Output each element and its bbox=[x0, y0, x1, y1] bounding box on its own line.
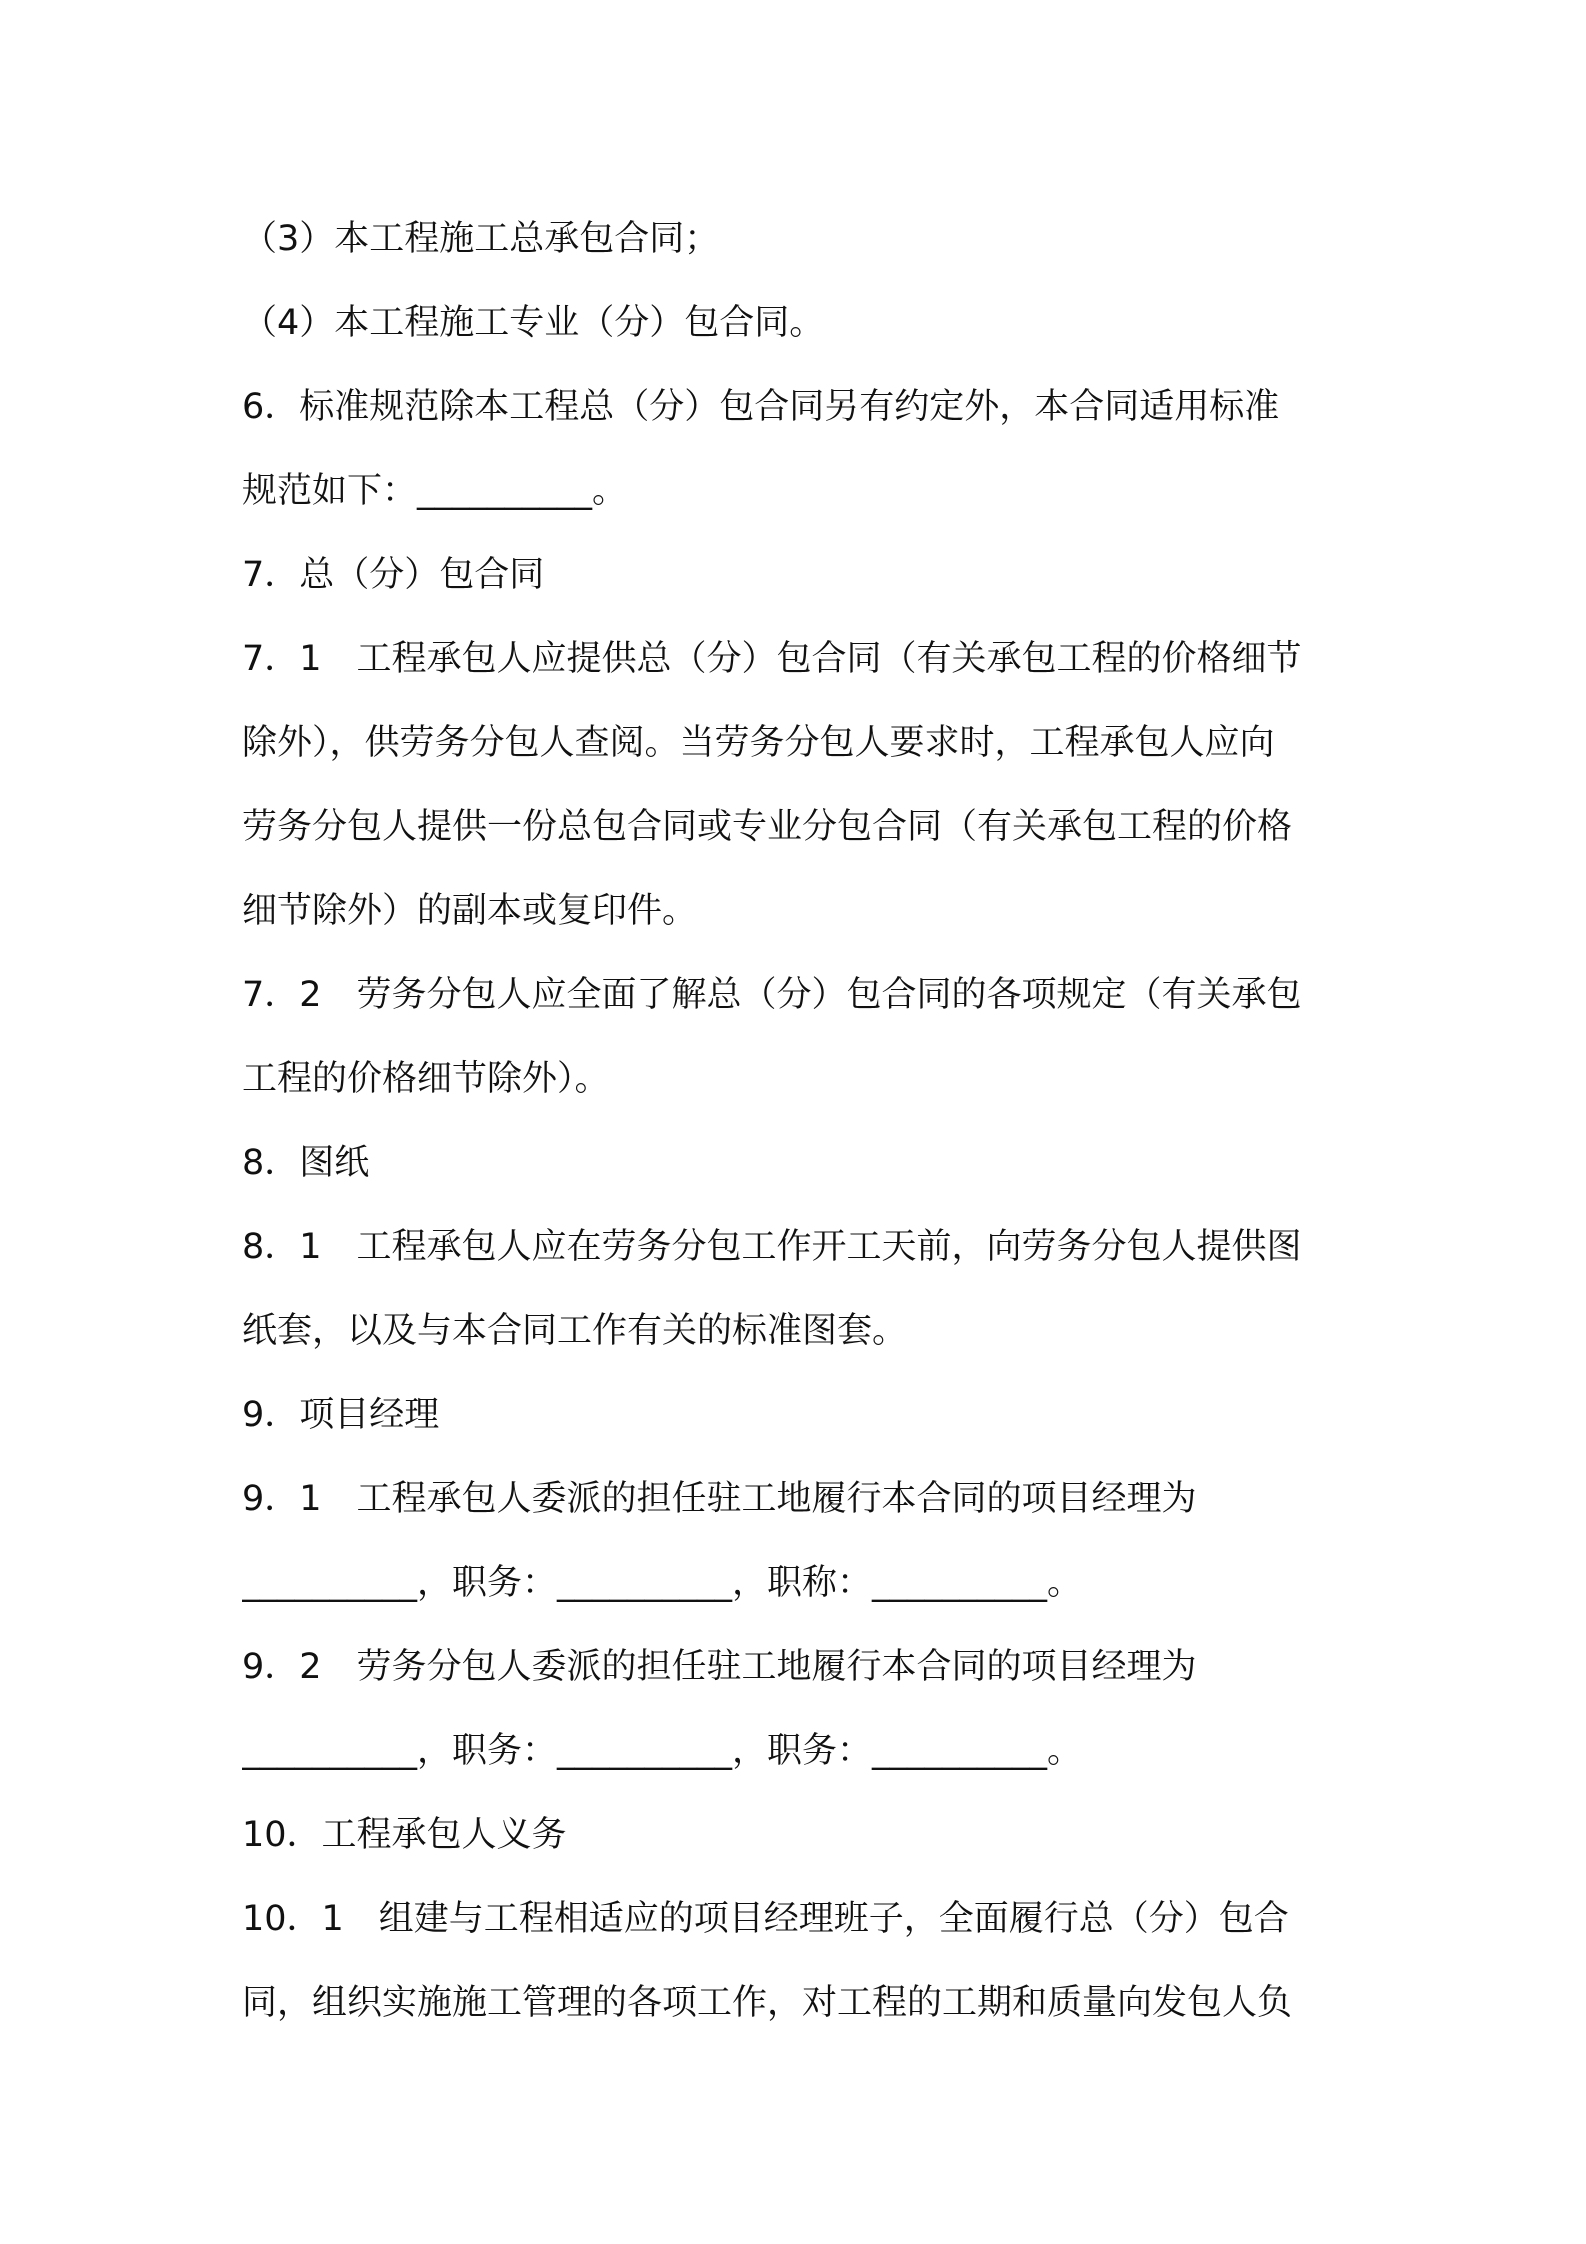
text-line: 同，组织实施施工管理的各项工作，对工程的工期和质量向发包人负 bbox=[242, 1983, 1293, 2023]
text-line: （4）本工程施工专业（分）包合同。 bbox=[242, 303, 825, 343]
text-line: 9．2 劳务分包人委派的担任驻工地履行本合同的项目经理为 bbox=[242, 1647, 1197, 1687]
clause-9-1 bbox=[242, 1457, 1362, 1541]
section-heading-9 bbox=[242, 1373, 1362, 1457]
text-line: 10．工程承包人义务 bbox=[242, 1815, 567, 1855]
text-line: （3）本工程施工总承包合同； bbox=[242, 219, 720, 259]
clause-9-1-blanks bbox=[242, 1541, 1362, 1625]
clause-7-2 bbox=[242, 953, 1362, 1037]
text-line: 劳务分包人提供一份总包合同或专业分包合同（有关承包工程的价格 bbox=[242, 807, 1293, 847]
text-line: 7．总（分）包合同 bbox=[242, 555, 545, 595]
clause-7-1-cont bbox=[242, 869, 1362, 953]
document-body bbox=[242, 197, 1362, 2045]
section-heading-10 bbox=[242, 1793, 1362, 1877]
clause-6-cont bbox=[242, 449, 1362, 533]
text-line: 工程的价格细节除外）。 bbox=[242, 1059, 610, 1099]
section-heading-8 bbox=[242, 1121, 1362, 1205]
list-item-3 bbox=[242, 197, 1362, 281]
text-line: 8．1 工程承包人应在劳务分包工作开工天前，向劳务分包人提供图 bbox=[242, 1227, 1302, 1267]
text-line: 9．项目经理 bbox=[242, 1395, 440, 1435]
clause-9-2-blanks bbox=[242, 1709, 1362, 1793]
section-heading-7 bbox=[242, 533, 1362, 617]
text-line: 7．1 工程承包人应提供总（分）包合同（有关承包工程的价格细节 bbox=[242, 639, 1302, 679]
text-line: 除外），供劳务分包人查阅。当劳务分包人要求时，工程承包人应向 bbox=[242, 723, 1275, 763]
clause-7-1-cont bbox=[242, 701, 1362, 785]
text-line: 8．图纸 bbox=[242, 1143, 370, 1183]
clause-7-2-cont bbox=[242, 1037, 1362, 1121]
text-line: 规范如下：__________。 bbox=[242, 471, 628, 511]
text-line: 9．1 工程承包人委派的担任驻工地履行本合同的项目经理为 bbox=[242, 1479, 1197, 1519]
list-item-4 bbox=[242, 281, 1362, 365]
text-line: __________，职务：__________，职务：__________。 bbox=[242, 1731, 1083, 1771]
clause-7-1-cont bbox=[242, 785, 1362, 869]
clause-7-1 bbox=[242, 617, 1362, 701]
clause-9-2 bbox=[242, 1625, 1362, 1709]
text-line: 7．2 劳务分包人应全面了解总（分）包合同的各项规定（有关承包 bbox=[242, 975, 1302, 1015]
text-line: 细节除外）的副本或复印件。 bbox=[242, 891, 698, 931]
text-line: __________，职务：__________，职称：__________。 bbox=[242, 1563, 1083, 1603]
clause-8-1 bbox=[242, 1205, 1362, 1289]
text-line: 纸套，以及与本合同工作有关的标准图套。 bbox=[242, 1311, 908, 1351]
text-line: 6．标准规范除本工程总（分）包合同另有约定外，本合同适用标准 bbox=[242, 387, 1280, 427]
clause-8-1-cont bbox=[242, 1289, 1362, 1373]
clause-10-1 bbox=[242, 1877, 1362, 1961]
text-line: 10．1 组建与工程相适应的项目经理班子，全面履行总（分）包合 bbox=[242, 1899, 1289, 1939]
clause-10-1-cont bbox=[242, 1961, 1362, 2045]
clause-6 bbox=[242, 365, 1362, 449]
